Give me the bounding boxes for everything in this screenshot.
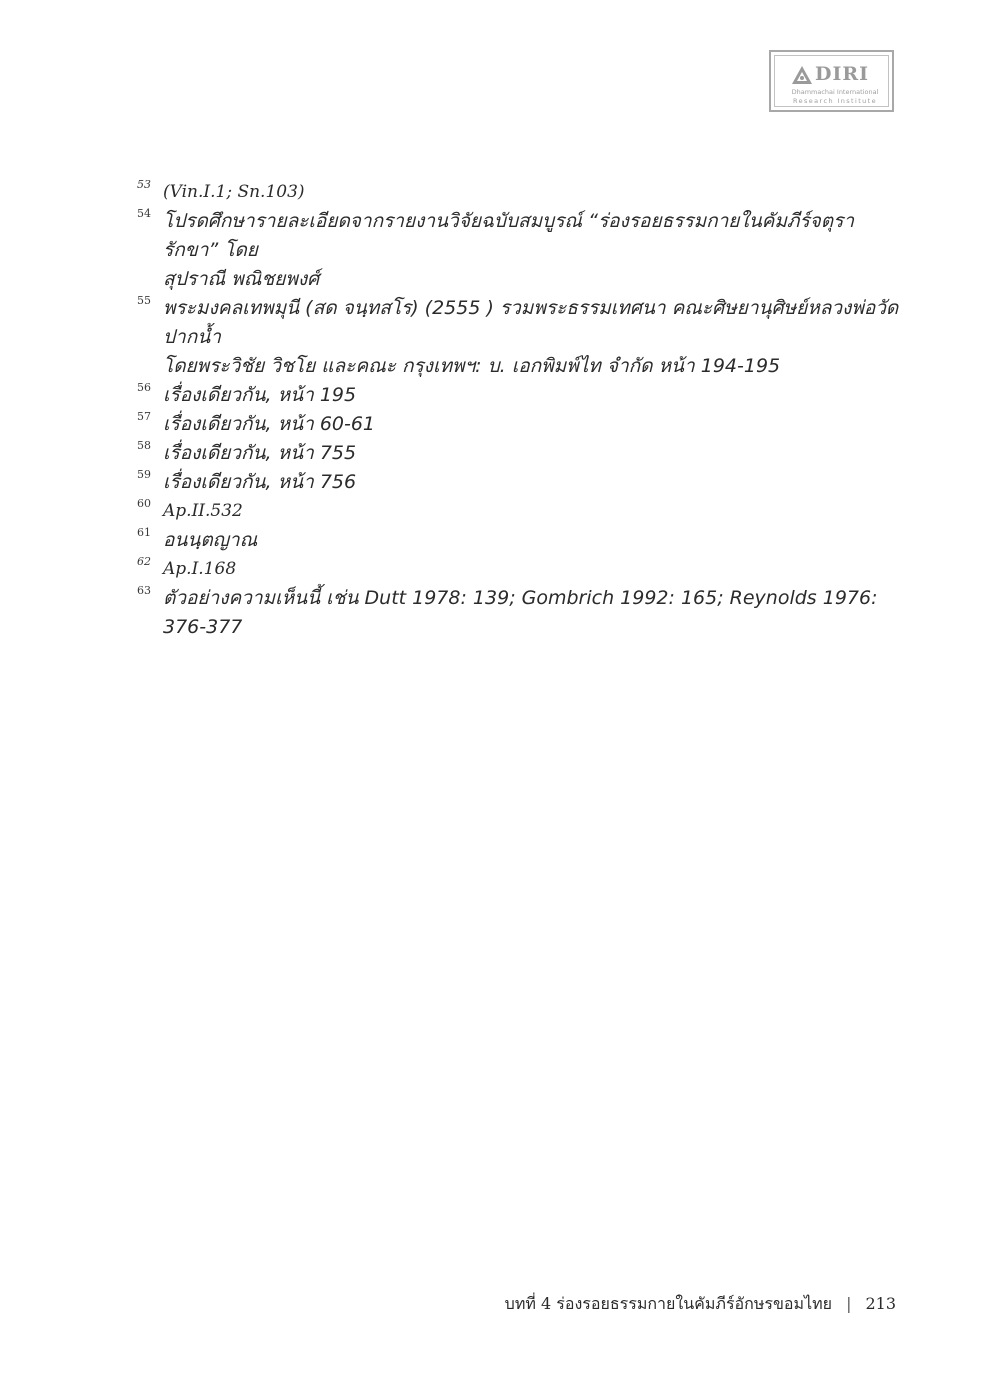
- page-number: 213: [865, 1294, 896, 1313]
- footnote-text: เรื่องเดียวกัน, หน้า 755: [163, 442, 357, 464]
- footnote-number: 54: [137, 207, 151, 220]
- logo-wordmark: DIRI: [815, 63, 870, 85]
- logo-subtitle-line2: Research Institute: [792, 97, 878, 105]
- footnote-number: 55: [137, 294, 151, 307]
- footnote-text: ตัวอย่างความเห็นนี้ เช่น Dutt 1978: 139; Gombrich 1992: 165; Reynolds 1976: 376-377: [163, 587, 878, 638]
- footnote-text: (Vin.I.1; Sn.103): [163, 182, 305, 202]
- footnote-57: [137, 410, 907, 439]
- footnote-list: [137, 178, 907, 642]
- footnote-56: [137, 381, 907, 410]
- footnote-number: 58: [137, 439, 151, 452]
- footnote-59: [137, 468, 907, 497]
- footnote-text: เรื่องเดียวกัน, หน้า 756: [163, 471, 357, 493]
- footnote-60: [137, 497, 907, 526]
- footnote-text: เรื่องเดียวกัน, หน้า 60-61: [163, 413, 376, 435]
- footnote-63: [137, 584, 907, 642]
- footnote-number: 63: [137, 584, 151, 597]
- footnote-number: 61: [137, 526, 151, 539]
- page-footer: [505, 1292, 896, 1316]
- footnote-54: [137, 207, 907, 294]
- footnote-number: 56: [137, 381, 151, 394]
- chapter-title: บทที่ 4 ร่องรอยธรรมกายในคัมภีร์อักษรขอมไทย: [504, 1294, 833, 1313]
- footnote-55: [137, 294, 907, 381]
- footnote-58: [137, 439, 907, 468]
- footer-separator: |: [846, 1294, 852, 1313]
- footnote-text: โปรดศึกษารายละเอียดจากรายงานวิจัยฉบับสมบูรณ์ “ร่องรอยธรรมกายในคัมภีร์จตุรารักขา” โดย: [163, 210, 854, 261]
- footnote-text-continued: โดยพระวิชัย วิชโย และคณะ กรุงเทพฯ: บ. เอกพิมพ์ไท จำกัด หน้า 194-195: [163, 355, 781, 377]
- footnote-text: Ap.II.532: [163, 501, 243, 521]
- footnote-text: พระมงคลเทพมุนี (สด จนฺทสโร) (2555 ) รวมพระธรรมเทศนา คณะศิษยานุศิษย์หลวงพ่อวัดปากน้ำ: [163, 297, 899, 348]
- footnote-text-continued: สุปราณี พณิชยพงศ์: [163, 268, 320, 290]
- footnote-number: 60: [137, 497, 151, 510]
- footnote-61: [137, 526, 907, 555]
- footnote-number: 57: [137, 410, 151, 423]
- footnote-62: [137, 555, 907, 584]
- footnote-text: อนนฺตญาณ: [163, 529, 258, 551]
- logo-subtitle-line1: Dhammachai International: [791, 88, 879, 96]
- footnote-number: 62: [137, 555, 151, 568]
- triangle-emblem-icon: [791, 65, 813, 85]
- footnote-number: 59: [137, 468, 151, 481]
- diri-logo: [769, 50, 894, 112]
- logo-frame: [774, 55, 889, 107]
- footnote-text: Ap.I.168: [163, 559, 237, 579]
- footnote-number: 53: [137, 178, 151, 191]
- footnote-53: [137, 178, 907, 207]
- footnote-text: เรื่องเดียวกัน, หน้า 195: [163, 384, 357, 406]
